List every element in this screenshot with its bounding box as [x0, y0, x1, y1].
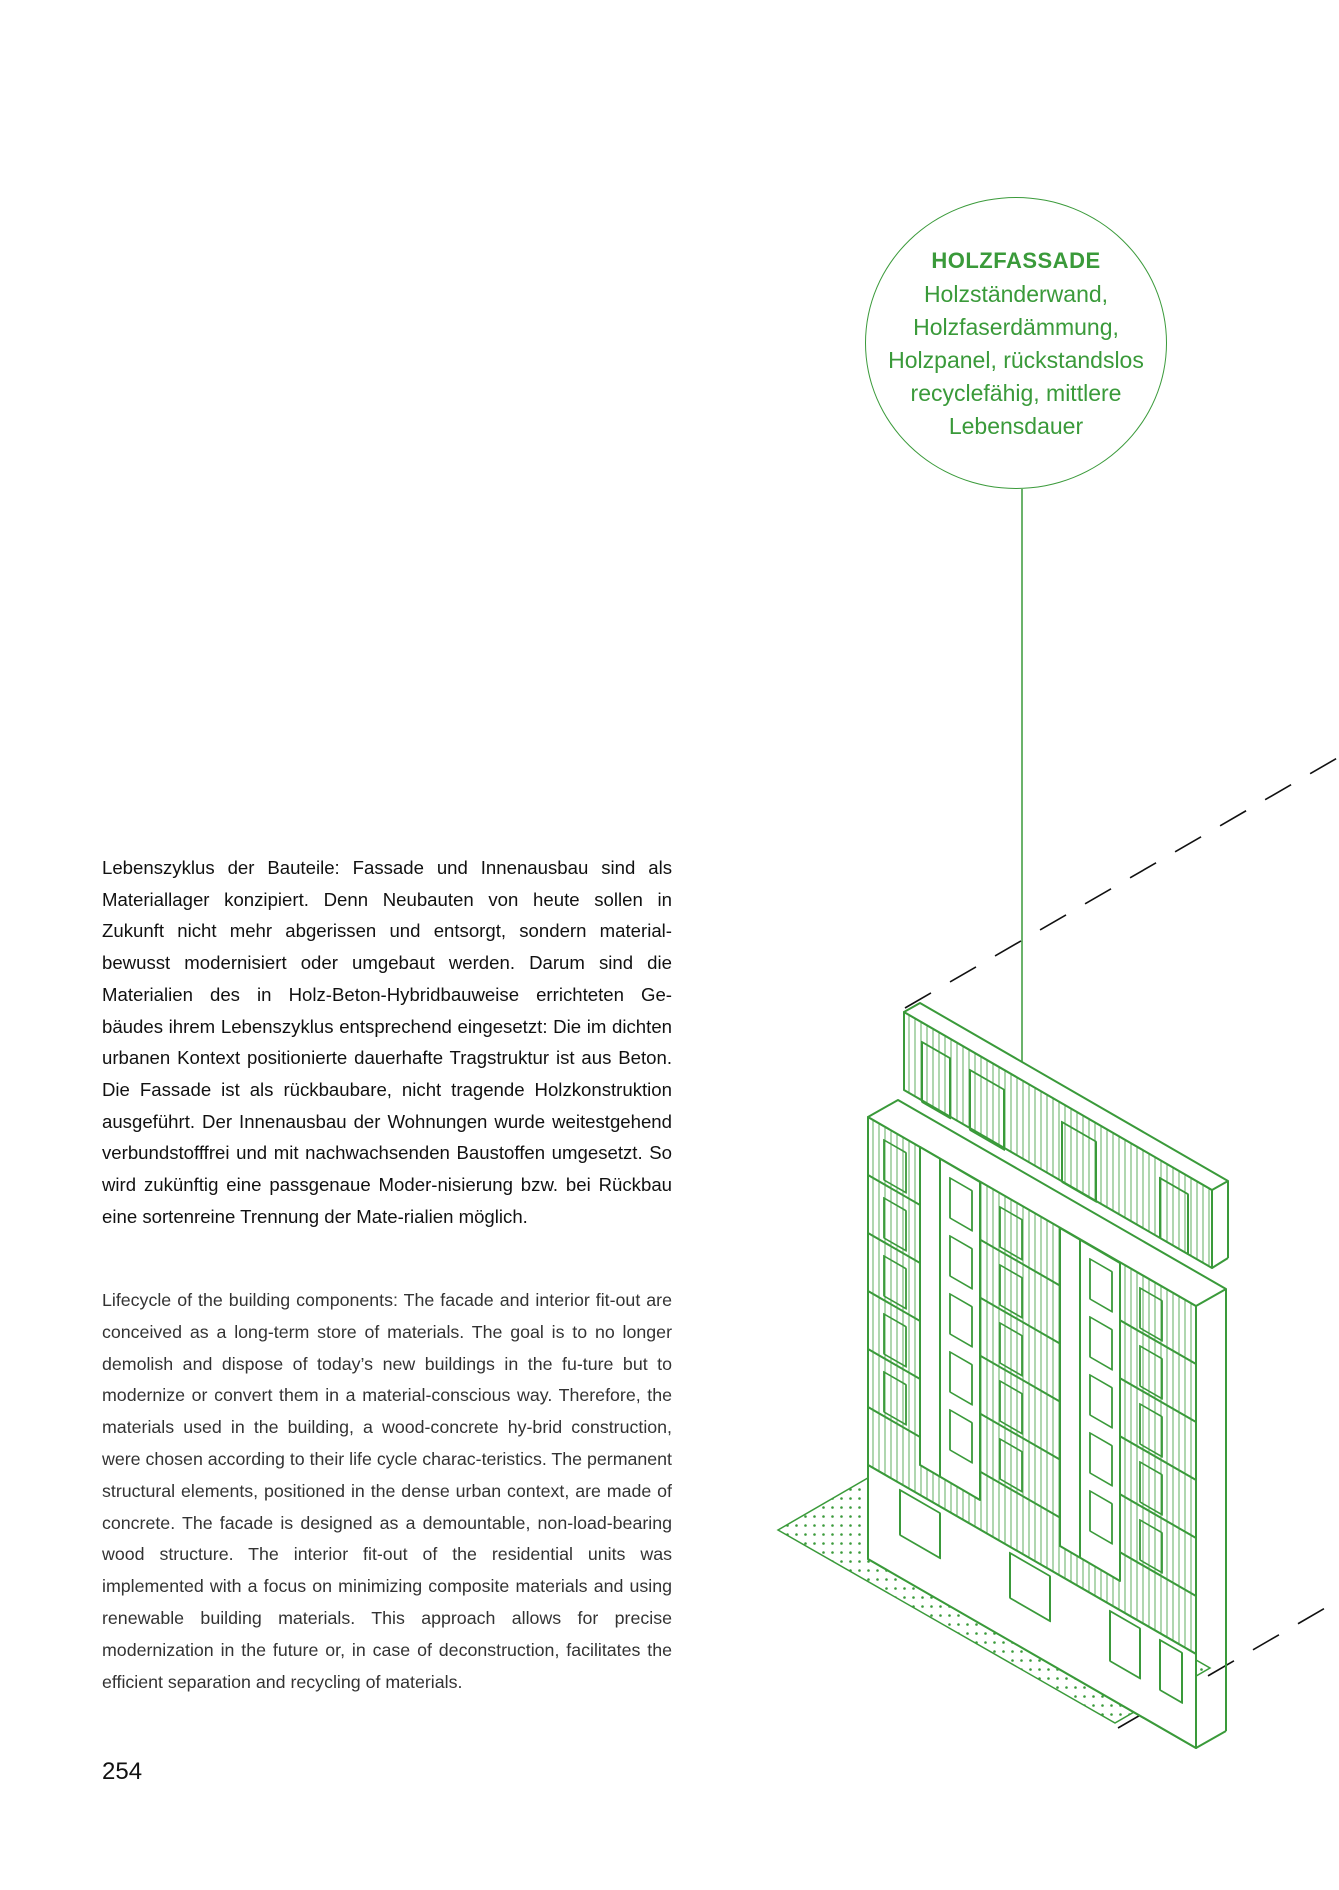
- callout-line: Holzständerwand,: [923, 280, 1109, 307]
- paragraph-german: Lebenszyklus der Bauteile: Fassade und Innenausbau sind als Materiallager konzipiert. Denn Neubauten von heute sollen in Zukunft nicht mehr abgerissen und entsorgt, sondern material-bewusst modernisiert oder umgebaut werden. Darum sind die Materialien des in Holz-Beton-Hybridbauweise errichteten Ge-bäudes ihrem Lebenszyklus entsprechend eingesetzt: Die im dichten urbanen Kontext positionierte dauerhafte Tragstruktur ist aus Beton. Die Fassade ist als rückbaubare, nicht tragende Holzkonstruktion ausgeführt. Der Innenausbau der Wohnungen wurde weitestgehend verbundstofffrei und mit nachwachsenden Baustoffen umgesetzt. So wird zukünftig eine passgenaue Moder-nisierung bzw. bei Rückbau eine sortenreine Trennung der Mate-rialien möglich.: [102, 857, 672, 1227]
- paragraph-english: Lifecycle of the building components: The facade and interior fit-out are conceived as a long-term store of materials. The goal is to no longer demolish and dispose of today’s new buildings in the fu-ture but to modernize or convert them in a material-conscious way. Therefore, the materials used in the building, a wood-concrete hy-brid construction, were chosen according to their life cycle charac-teristics. The permanent structural elements, positioned in the dense urban context, are made of concrete. The facade is designed as a demountable, non-load-bearing wood structure. The interior fit-out of the residential units was implemented with a focus on minimizing composite materials and using renewable building materials. This approach allows for precise modernization in the future or, in case of deconstruction, facilitates the efficient separation and recycling of materials.: [102, 1290, 672, 1692]
- callout-line: Holzfaserdämmung,: [913, 313, 1119, 340]
- page-number: 254: [102, 1758, 143, 1785]
- callout-line: Holzpanel, rückstandslos: [888, 346, 1144, 373]
- callout-line: Lebensdauer: [948, 412, 1084, 439]
- callout-title: HOLZFASSADE: [931, 247, 1101, 273]
- body-text-english: [102, 1285, 672, 1698]
- callout-line: recyclefähig, mittlere: [910, 379, 1122, 406]
- material-callout: [865, 197, 1167, 489]
- body-text-german: [102, 852, 672, 1232]
- dashed-extension-top: [905, 757, 1339, 1008]
